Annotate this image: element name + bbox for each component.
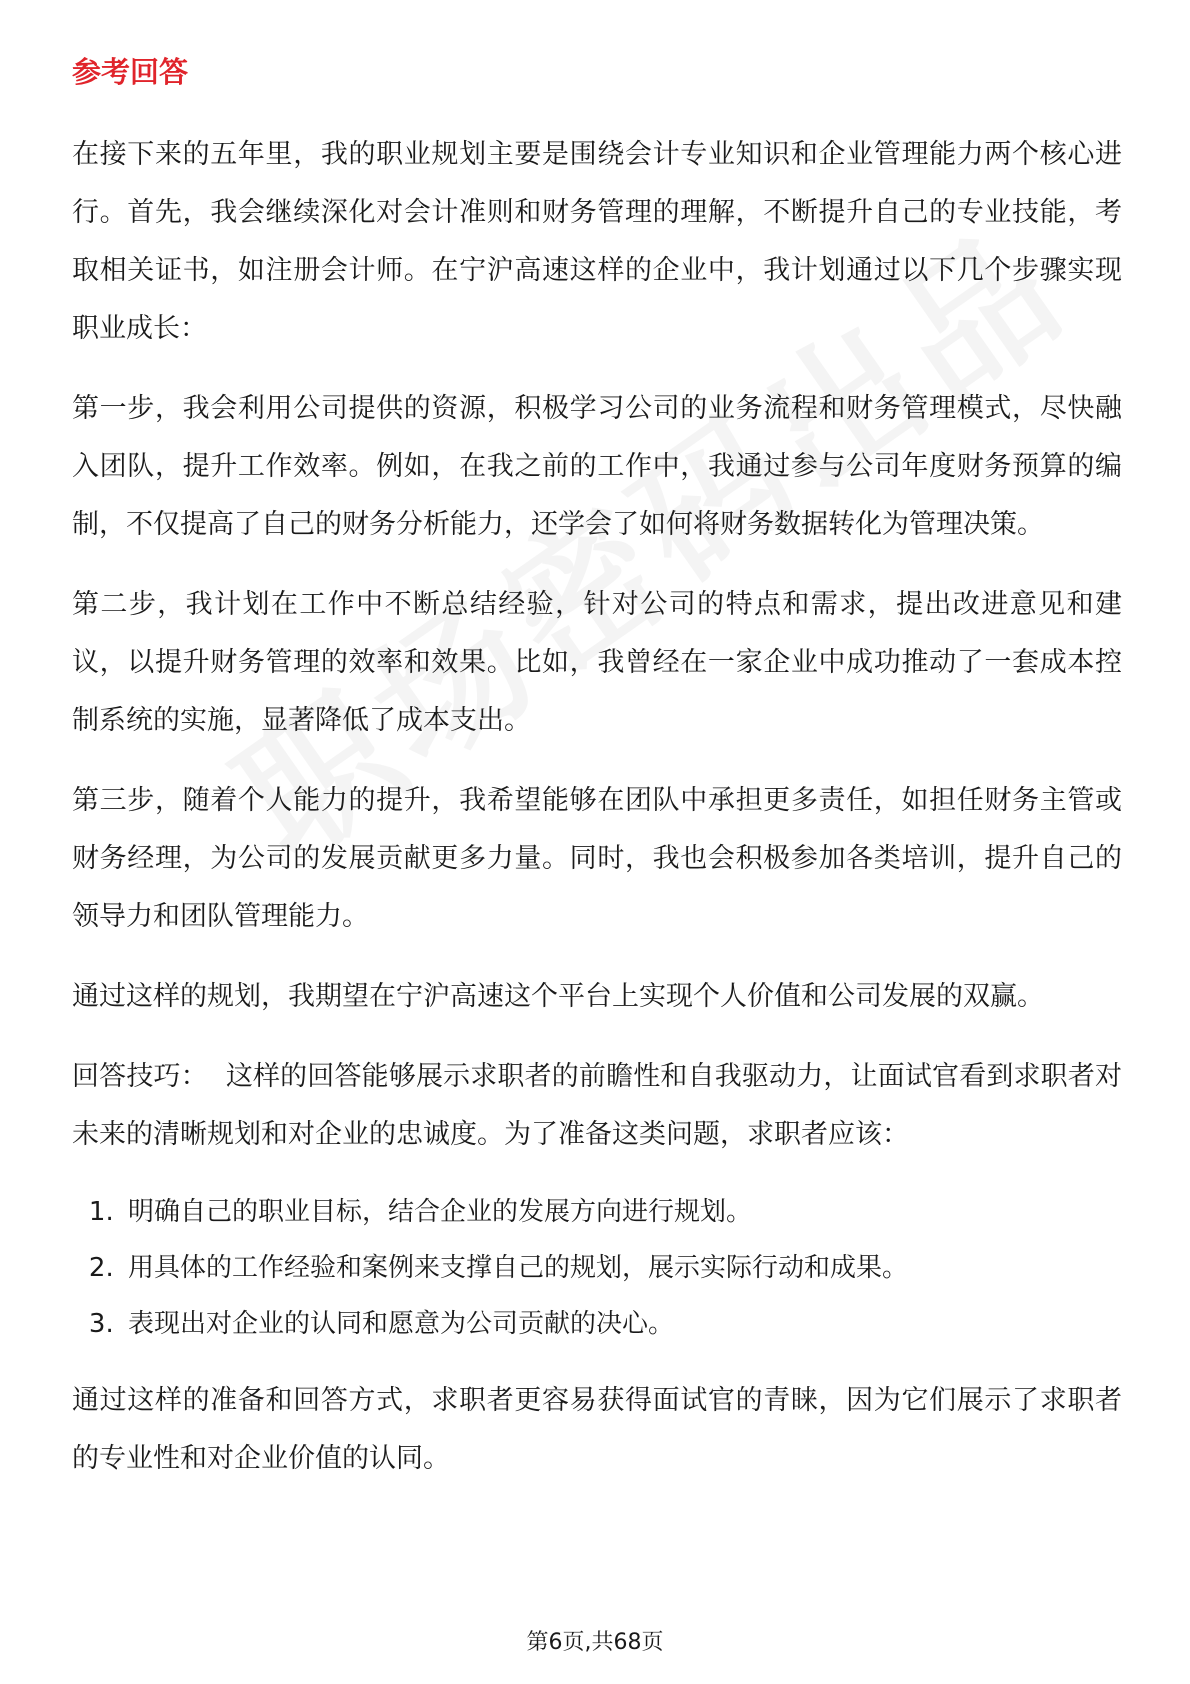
tips-paragraph bbox=[72, 1048, 1122, 1164]
tips-label: 回答技巧： bbox=[72, 1061, 208, 1092]
document-content bbox=[72, 48, 1122, 1510]
section-heading: 参考回答 bbox=[72, 55, 189, 89]
list-item: 3. 表现出对企业的认同和愿意为公司贡献的决心。 bbox=[122, 1296, 1122, 1352]
paragraph-intro: 在接下来的五年里，我的职业规划主要是围绕会计专业知识和企业管理能力两个核心进行。首先，我会继续深化对会计准则和财务管理的理解，不断提升自己的专业技能，考取相关证书，如注册会计师。在宁沪高速这样的企业中，我计划通过以下几个步骤实现职业成长： bbox=[72, 139, 1122, 344]
list-item: 2. 用具体的工作经验和案例来支撑自己的规划，展示实际行动和成果。 bbox=[122, 1240, 1122, 1296]
paragraph-step-three: 第三步，随着个人能力的提升，我希望能够在团队中承担更多责任，如担任财务主管或财务经理，为公司的发展贡献更多力量。同时，我也会积极参加各类培训，提升自己的领导力和团队管理能力。 bbox=[72, 785, 1122, 932]
tips-text: 这样的回答能够展示求职者的前瞻性和自我驱动力，让面试官看到求职者对未来的清晰规划和对企业的忠诚度。为了准备这类问题，求职者应该： bbox=[72, 1061, 1123, 1150]
paragraph-summary: 通过这样的规划，我期望在宁沪高速这个平台上实现个人价值和公司发展的双赢。 bbox=[72, 981, 1044, 1012]
paragraph-step-one: 第一步，我会利用公司提供的资源，积极学习公司的业务流程和财务管理模式，尽快融入团队，提升工作效率。例如，在我之前的工作中，我通过参与公司年度财务预算的编制，不仅提高了自己的财务分析能力，还学会了如何将财务数据转化为管理决策。 bbox=[72, 393, 1122, 540]
closing-paragraph: 通过这样的准备和回答方式，求职者更容易获得面试官的青睐，因为它们展示了求职者的专业性和对企业价值的认同。 bbox=[72, 1385, 1122, 1474]
page-number: 第6页,共68页 bbox=[526, 1630, 664, 1655]
tips-list bbox=[72, 1184, 1122, 1352]
paragraph-step-two: 第二步，我计划在工作中不断总结经验，针对公司的特点和需求，提出改进意见和建议，以提升财务管理的效率和效果。比如，我曾经在一家企业中成功推动了一套成本控制系统的实施，显著降低了成本支出。 bbox=[72, 589, 1122, 736]
list-item: 1. 明确自己的职业目标，结合企业的发展方向进行规划。 bbox=[122, 1184, 1122, 1240]
